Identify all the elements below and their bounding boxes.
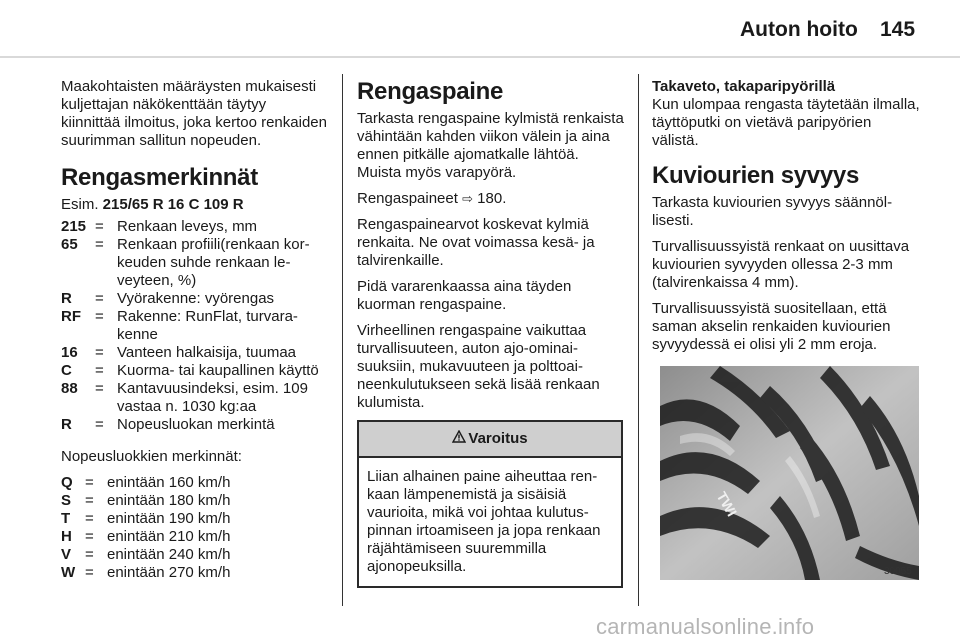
twi-marking: TWI <box>713 488 741 520</box>
speed-equals: = <box>85 564 94 581</box>
column-1 <box>61 78 329 582</box>
speed-equals: = <box>85 510 94 527</box>
example-line <box>61 196 329 214</box>
example-prefix: Esim. <box>61 196 99 213</box>
reference-text: Rengaspaineet <box>357 190 458 207</box>
code-description: Nopeusluokan merkintä <box>117 416 275 433</box>
warning-header <box>359 422 621 458</box>
speed-key: V <box>61 546 72 563</box>
tread-depth-paragraph-3: Turvallisuussyistä suositellaan, että saman akselin renkaiden kuviourien syvyydessä ei olisi yli 2 mm eroja. <box>652 300 891 353</box>
tire-pressure-paragraph-3: Rengaspainearvot koskevat kylmiä renkaita. Ne ovat voimassa kesä- ja talvirenkaille. <box>357 216 595 269</box>
tire-pressure-reference <box>357 190 625 208</box>
tire-pressure-paragraph-5: Virheellinen rengaspaine vaikuttaa turvallisuuteen, auton ajo-ominaisuuksiin, mukavuuteen ja polttoaineenkulutukseen sekä lisää renkaan kulumista. <box>357 322 600 411</box>
warning-triangle-icon <box>452 430 466 448</box>
tread-depth-paragraph-2: Turvallisuussyistä renkaat on uusittava kuviourien syvyyden ollessa 2-3 mm (talvirenkaissa 4 mm). <box>652 238 910 291</box>
speed-description: enintään 180 km/h <box>107 492 231 509</box>
rear-drive-paragraph: Kun ulompaa rengasta täytetään ilmalla, täyttöputki on vietävä paripyörien välistä. <box>652 96 920 149</box>
warning-title: Varoitus <box>468 430 528 447</box>
code-equals: = <box>95 380 104 397</box>
code-key: R <box>61 290 72 307</box>
code-equals: = <box>95 236 104 253</box>
speed-class-list <box>61 474 329 582</box>
code-description: Renkaan leveys, mm <box>117 218 258 235</box>
list-item <box>61 236 329 290</box>
speed-description: enintään 270 km/h <box>107 564 231 581</box>
list-item <box>61 380 329 416</box>
code-equals: = <box>95 344 104 361</box>
watermark-text: carmanualsonline.info <box>596 614 815 639</box>
code-equals: = <box>95 416 104 433</box>
speed-key: Q <box>61 474 73 491</box>
code-key: RF <box>61 308 81 325</box>
tire-pressure-heading: Rengaspaine <box>357 78 504 105</box>
speed-key: T <box>61 510 71 527</box>
code-description: Vanteen halkaisija, tuumaa <box>117 344 297 361</box>
speed-description: enintään 240 km/h <box>107 546 231 563</box>
speed-equals: = <box>85 528 94 545</box>
column-3 <box>652 78 920 362</box>
code-description: Kantavuusindeksi, esim. 109 vastaa n. 1030 kg:aa <box>117 380 308 415</box>
rear-drive-subheading: Takaveto, takaparipyörillä <box>652 78 836 95</box>
tread-depth-heading: Kuviourien syvyys <box>652 162 859 189</box>
code-key: 65 <box>61 236 78 253</box>
list-item <box>61 510 329 528</box>
warning-box <box>357 420 623 588</box>
speed-class-intro: Nopeusluokkien merkinnät: <box>61 448 242 465</box>
speed-key: S <box>61 492 72 509</box>
example-code: 215/65 R 16 C 109 R <box>102 196 244 213</box>
page-reference-link[interactable]: 180. <box>477 190 507 207</box>
list-item <box>61 528 329 546</box>
code-key: 16 <box>61 344 78 361</box>
list-item <box>61 362 329 380</box>
speed-equals: = <box>85 546 94 563</box>
speed-notice-paragraph: Maakohtaisten määräysten mukaisesti kuljettajan näkökenttään täytyy kiinnittää ilmoitus, joka kertoo renkaiden suurimman sallitun nopeuden. <box>61 78 327 149</box>
list-item <box>61 308 329 344</box>
tire-pressure-paragraph-4: Pidä vararenkaassa aina täyden kuorman rengaspaine. <box>357 278 572 313</box>
code-key: C <box>61 362 72 379</box>
tire-tread-illustration <box>660 366 919 580</box>
code-key: 88 <box>61 380 78 397</box>
code-equals: = <box>95 290 104 307</box>
list-item <box>61 218 329 236</box>
code-description: Kuorma- tai kaupallinen käyttö <box>117 362 319 379</box>
code-equals: = <box>95 362 104 379</box>
column-2 <box>357 78 625 588</box>
header-divider <box>0 56 960 58</box>
code-description: Renkaan profiili(renkaan korkeuden suhde renkaan leveyteen, %) <box>117 236 310 289</box>
speed-key: H <box>61 528 72 545</box>
list-item <box>61 344 329 362</box>
page-reference-arrow-icon: ⇨ <box>462 191 473 206</box>
code-description: Rakenne: RunFlat, turvarakenne <box>117 308 298 343</box>
page-number: 145 <box>880 18 916 41</box>
speed-description: enintään 210 km/h <box>107 528 231 545</box>
speed-key: W <box>61 564 76 581</box>
speed-description: enintään 190 km/h <box>107 510 231 527</box>
code-key: 215 <box>61 218 87 235</box>
list-item <box>61 290 329 308</box>
column-divider-2 <box>638 74 639 606</box>
speed-description: enintään 160 km/h <box>107 474 231 491</box>
code-equals: = <box>95 308 104 325</box>
list-item <box>61 546 329 564</box>
tire-code-list <box>61 218 329 434</box>
speed-equals: = <box>85 474 94 491</box>
tire-pressure-paragraph-1: Tarkasta rengaspaine kylmistä renkaista vähintään kahden viikon välein ja aina ennen pitkälle ajomatkalle lähtöä. Muista myös varapyörä. <box>357 110 624 181</box>
code-description: Vyörakenne: vyörengas <box>117 290 275 307</box>
figure-number: 30055 <box>884 566 912 577</box>
header-section-title: Auton hoito <box>740 18 858 41</box>
tread-depth-paragraph-1: Tarkasta kuviourien syvyys säännöllisesti. <box>652 194 893 229</box>
list-item <box>61 416 329 434</box>
code-equals: = <box>95 218 104 235</box>
warning-text: Liian alhainen paine aiheuttaa renkaan lämpenemistä ja sisäisiä vaurioita, mikä voi johtaa kulutuspinnan irtoamiseen ja jopa renkaan räjähtämiseen suuremmilla ajonopeuksilla. <box>367 468 601 575</box>
speed-equals: = <box>85 492 94 509</box>
list-item <box>61 564 329 582</box>
list-item <box>61 474 329 492</box>
code-key: R <box>61 416 72 433</box>
column-divider-1 <box>342 74 343 606</box>
list-item <box>61 492 329 510</box>
tire-markings-heading: Rengasmerkinnät <box>61 164 258 191</box>
